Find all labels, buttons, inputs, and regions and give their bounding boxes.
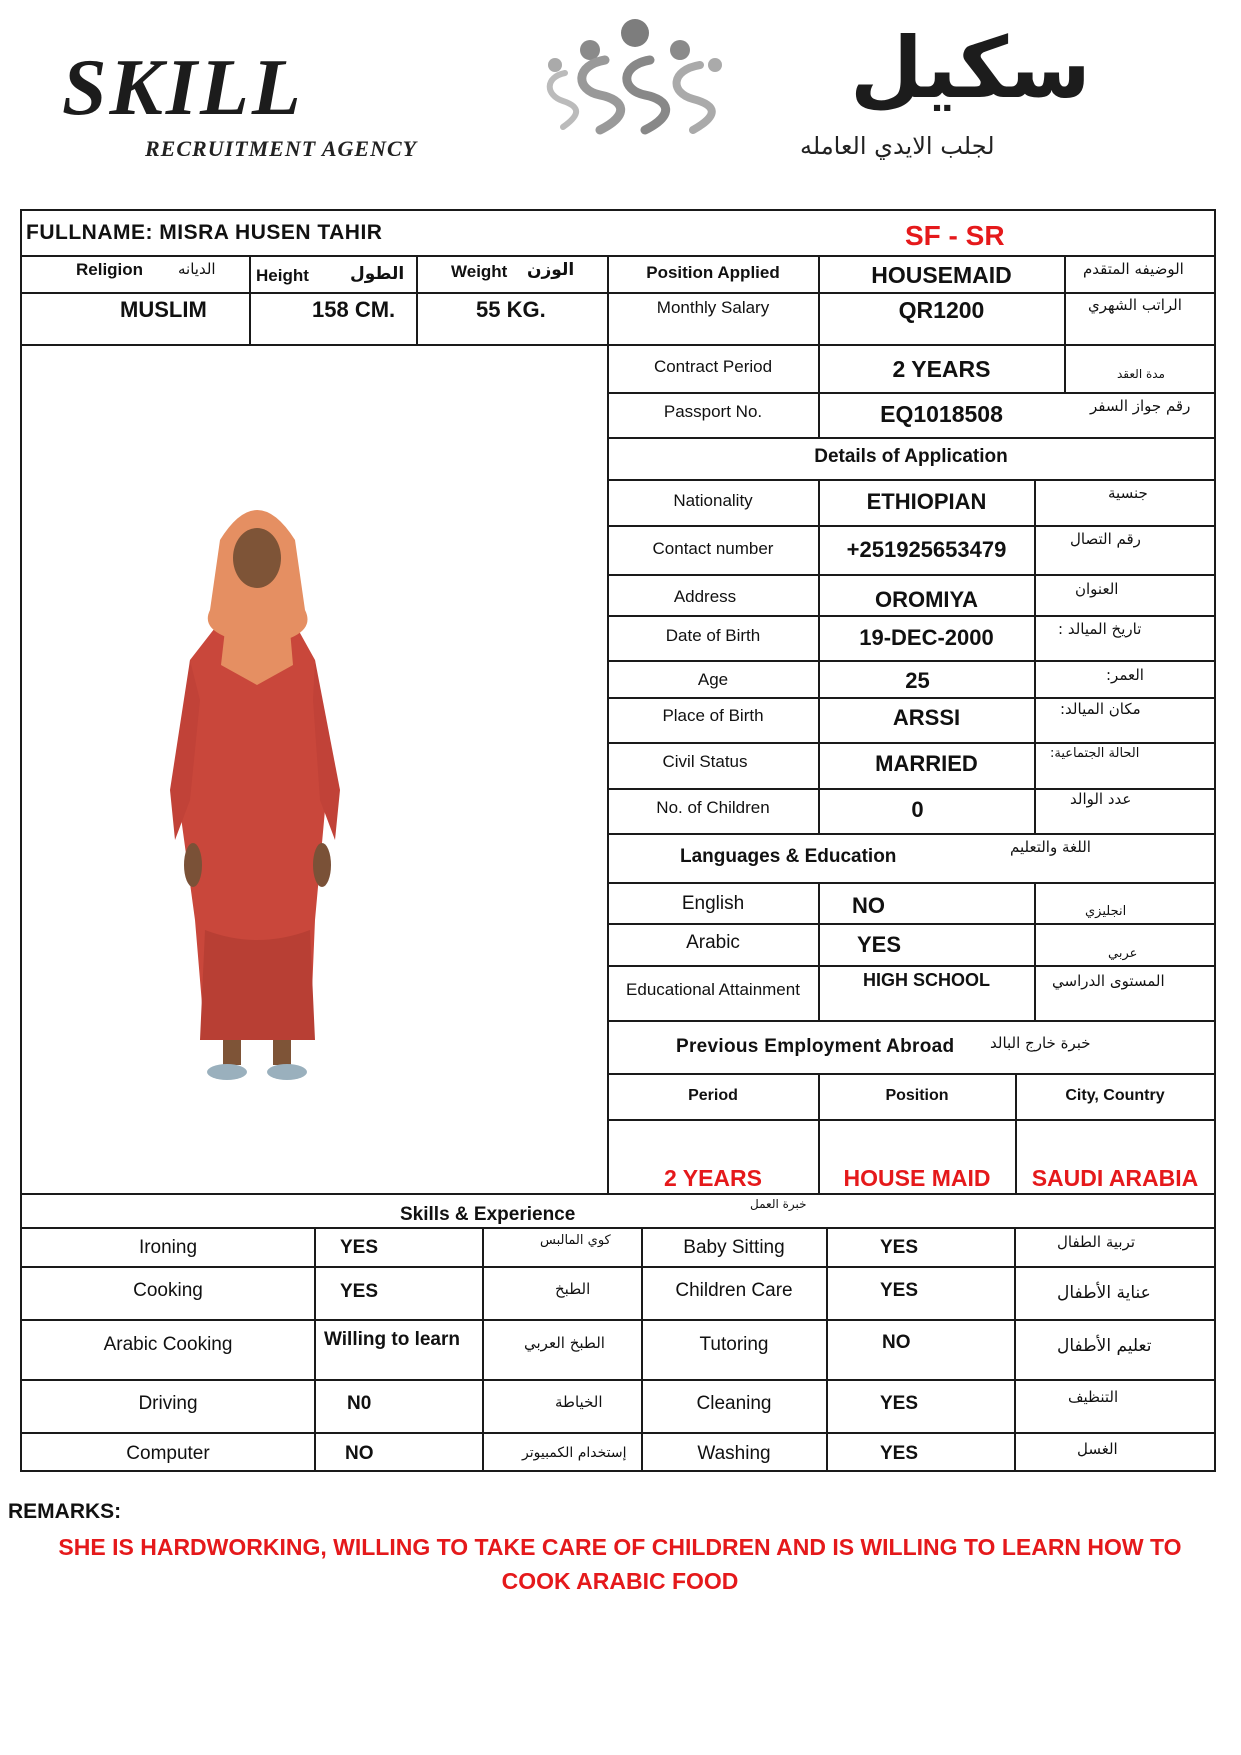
detail-label: Contact number	[652, 539, 774, 558]
logo-subtitle-en: RECRUITMENT AGENCY	[145, 136, 418, 161]
skill-label: Children Care	[675, 1280, 793, 1301]
employment-period: 2 YEARS	[663, 1165, 762, 1191]
skill-label-ar: إستخدام الكمبيوتر	[522, 1445, 627, 1461]
weight-value: 55 KG.	[476, 297, 546, 322]
skill-label: Washing	[697, 1443, 771, 1464]
fullname: FULLNAME: MISRA HUSEN TAHIR	[26, 221, 383, 244]
skill-label: Cleaning	[696, 1393, 772, 1414]
col-city-header: City, Country	[1065, 1087, 1165, 1104]
monthly-salary-label: Monthly Salary	[656, 298, 770, 317]
skills-title-ar: خبرة العمل	[750, 1197, 807, 1211]
position-applied-ar: الوضيفه المتقدم	[1083, 260, 1184, 278]
detail-label-ar: جنسية	[1108, 484, 1148, 502]
contract-period-label: Contract Period	[653, 357, 773, 376]
english-label: English	[681, 893, 745, 914]
height-label: Height	[256, 266, 309, 285]
detail-value: 0	[911, 797, 924, 822]
employment-city: SAUDI ARABIA	[1031, 1165, 1199, 1191]
detail-label: Date of Birth	[665, 626, 761, 645]
monthly-salary-value: QR1200	[898, 297, 985, 323]
skill-label: Baby Sitting	[683, 1237, 785, 1258]
skill-value: YES	[880, 1393, 919, 1414]
detail-label: Age	[697, 670, 729, 689]
skill-label-ar: تربية الطفال	[1057, 1233, 1136, 1251]
english-ar: انجليزي	[1085, 904, 1127, 919]
detail-label: Address	[673, 587, 737, 606]
religion-label: Religion	[76, 260, 144, 279]
detail-label-ar: الحالة الجتماعية:	[1050, 746, 1140, 761]
skill-label-ar: الخياطة	[555, 1393, 603, 1411]
languages-title: Languages & Education	[680, 846, 897, 867]
position-applied-label: Position Applied	[646, 263, 780, 282]
skill-label: Cooking	[133, 1280, 203, 1301]
arabic-value: YES	[857, 932, 902, 957]
passport-ar: رقم جواز السفر	[1090, 397, 1191, 415]
employment-title-ar: خبرة خارج البالد	[990, 1034, 1091, 1052]
contract-period-ar: مدة العقد	[1117, 367, 1165, 381]
employment-title: Previous Employment Abroad	[676, 1036, 955, 1057]
remarks-text: SHE IS HARDWORKING, WILLING TO TAKE CARE OF CHILDREN AND IS WILLING TO LEARN HOW TO COOK ARABIC FOOD	[58, 1534, 1182, 1594]
skill-value: N0	[347, 1393, 372, 1414]
position-applied-value: HOUSEMAID	[871, 262, 1012, 288]
monthly-salary-ar: الراتب الشهري	[1088, 296, 1182, 314]
remarks-label: REMARKS:	[8, 1500, 122, 1523]
logo-text-en: SKILL	[62, 44, 304, 132]
skill-label: Ironing	[138, 1237, 198, 1258]
detail-value: 25	[905, 668, 930, 693]
skills-title: Skills & Experience	[400, 1204, 576, 1225]
arabic-ar: عربي	[1108, 946, 1138, 961]
skill-label-ar: التنظيف	[1068, 1388, 1119, 1406]
skill-label: Arabic Cooking	[103, 1334, 233, 1355]
detail-label: Civil Status	[662, 752, 748, 771]
detail-value: ETHIOPIAN	[866, 489, 987, 514]
detail-label-ar: العمر:	[1106, 666, 1144, 684]
logo-subtitle-ar: لجلب الايدي العامله	[800, 132, 995, 160]
detail-value: +251925653479	[846, 537, 1007, 562]
detail-label-ar: العنوان	[1075, 580, 1119, 598]
religion-value: MUSLIM	[120, 297, 207, 322]
detail-value: MARRIED	[875, 751, 978, 776]
skill-label-ar: تعليم الأطفال	[1057, 1336, 1152, 1356]
col-position-header: Position	[885, 1087, 949, 1104]
contract-period-value: 2 YEARS	[892, 356, 991, 382]
height-label-ar: الطول	[350, 264, 405, 284]
skill-label-ar: عناية الأطفال	[1057, 1283, 1151, 1303]
skill-value: YES	[340, 1237, 379, 1258]
skill-label: Computer	[126, 1443, 210, 1464]
skill-value: Willing to learn	[324, 1329, 460, 1350]
detail-label: Nationality	[673, 491, 753, 510]
skill-label: Driving	[138, 1393, 198, 1414]
detail-value: ARSSI	[892, 705, 961, 730]
detail-label-ar: مكان الميالد:	[1060, 700, 1141, 718]
passport-label: Passport No.	[663, 402, 763, 421]
education-ar: المستوى الدراسي	[1052, 972, 1165, 990]
skill-label-ar: الطبخ	[555, 1280, 591, 1298]
weight-label: Weight	[451, 262, 508, 281]
employment-position: HOUSE MAID	[843, 1165, 991, 1191]
applicant-photo	[165, 480, 350, 1105]
arabic-label: Arabic	[686, 932, 740, 953]
skill-label: Tutoring	[699, 1334, 769, 1355]
skill-value: NO	[345, 1443, 374, 1464]
detail-label: No. of Children	[656, 798, 770, 817]
detail-label-ar: عدد الوالد	[1070, 790, 1132, 808]
detail-label-ar: تاريخ الميالد :	[1058, 620, 1142, 638]
english-value: NO	[852, 893, 885, 918]
detail-value: OROMIYA	[874, 587, 979, 612]
detail-value: 19-DEC-2000	[859, 625, 994, 650]
reference-code: SF - SR	[905, 220, 1005, 251]
detail-label-ar: رقم التصال	[1070, 530, 1141, 548]
skill-label-ar: الغسل	[1077, 1440, 1118, 1458]
skill-label-ar: الطبخ العربي	[524, 1334, 605, 1352]
religion-label-ar: الديانه	[178, 260, 216, 278]
passport-value: EQ1018508	[880, 401, 1003, 427]
skill-value: NO	[882, 1332, 911, 1353]
skill-label-ar: كوي المالبس	[540, 1233, 611, 1248]
height-value: 158 CM.	[312, 297, 396, 322]
logo-text-ar: سكيل	[850, 19, 1091, 117]
col-period-header: Period	[688, 1087, 738, 1104]
education-label: Educational Attainment	[626, 980, 800, 999]
detail-label: Place of Birth	[662, 706, 764, 725]
skill-value: YES	[340, 1281, 379, 1302]
people-logo-icon	[535, 15, 735, 140]
languages-title-ar: اللغة والتعليم	[1010, 838, 1091, 856]
details-title: Details of Application	[814, 446, 1008, 467]
skill-value: YES	[880, 1443, 919, 1464]
skill-value: YES	[880, 1280, 919, 1301]
skill-value: YES	[880, 1237, 919, 1258]
weight-label-ar: الوزن	[527, 260, 575, 280]
education-value: HIGH SCHOOL	[862, 970, 990, 990]
